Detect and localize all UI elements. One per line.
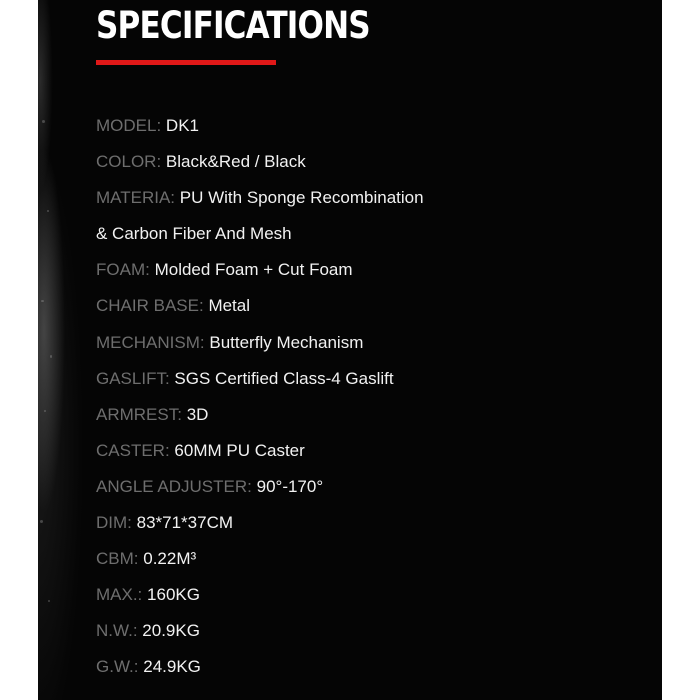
texture-speckle [48,600,50,602]
spec-value: Black&Red / Black [165,152,306,172]
spec-value: DK1 [165,116,199,135]
spec-row-material-continued [96,216,636,252]
spec-label: GASLIFT: [96,368,170,388]
spec-row-net-weight [96,613,636,649]
spec-row-material [96,180,636,216]
spec-label: CHAIR BASE: [96,296,204,316]
spec-row-model [96,108,636,144]
spec-row-caster [96,433,636,469]
spec-value: Metal [208,296,251,316]
spec-value: 83*71*37CM [136,513,234,533]
spec-value: 20.9KG [142,621,200,641]
spec-label: DIM: [96,513,132,533]
title-underline [96,60,276,65]
spec-row-angle-adjuster [96,469,636,505]
texture-speckle [50,355,52,358]
spec-label: MAX.: [96,585,143,605]
spec-label: G.W.: [96,657,139,677]
spec-label: CBM: [96,549,139,569]
spec-value: 160KG [147,585,200,605]
spec-label: FOAM: [96,260,150,280]
spec-value: SGS Certified Class-4 Gaslift [174,368,394,388]
spec-label: MATERIA: [96,188,176,208]
spec-row-foam [96,252,636,288]
spec-row-cbm [96,541,636,577]
spec-value: & Carbon Fiber And Mesh [96,224,292,244]
spec-value: Molded Foam + Cut Foam [154,260,353,280]
spec-row-color [96,144,636,180]
texture-speckle [44,410,46,412]
spec-label: MODEL: [96,116,162,135]
spec-row-gaslift [96,361,636,397]
spec-value: 24.9KG [143,657,201,677]
texture-speckle [47,210,49,212]
texture-speckle [42,120,45,123]
spec-value: PU With Sponge Recombination [179,188,424,208]
page-title: SPECIFICATIONS [96,4,370,47]
spec-row-gross-weight [96,649,636,685]
spec-label: ARMREST: [96,404,182,424]
spec-label: CASTER: [96,440,170,460]
texture-speckle [41,300,44,302]
spec-label: N.W.: [96,621,138,641]
texture-speckle [40,520,43,523]
spec-value: Butterfly Mechanism [209,332,364,352]
spec-value: 3D [186,404,209,424]
spec-list [96,108,636,686]
spec-row-chair-base [96,288,636,324]
spec-row-armrest [96,397,636,433]
spec-value: 90°-170° [256,476,324,496]
spec-label: COLOR: [96,152,162,172]
spec-label: MECHANISM: [96,332,205,352]
spec-label: ANGLE ADJUSTER: [96,476,252,496]
spec-row-max-load [96,577,636,613]
spec-value: 0.22M³ [143,549,197,569]
spec-row-mechanism [96,325,636,361]
spec-row-dimensions [96,505,636,541]
spec-value: 60MM PU Caster [174,440,305,460]
